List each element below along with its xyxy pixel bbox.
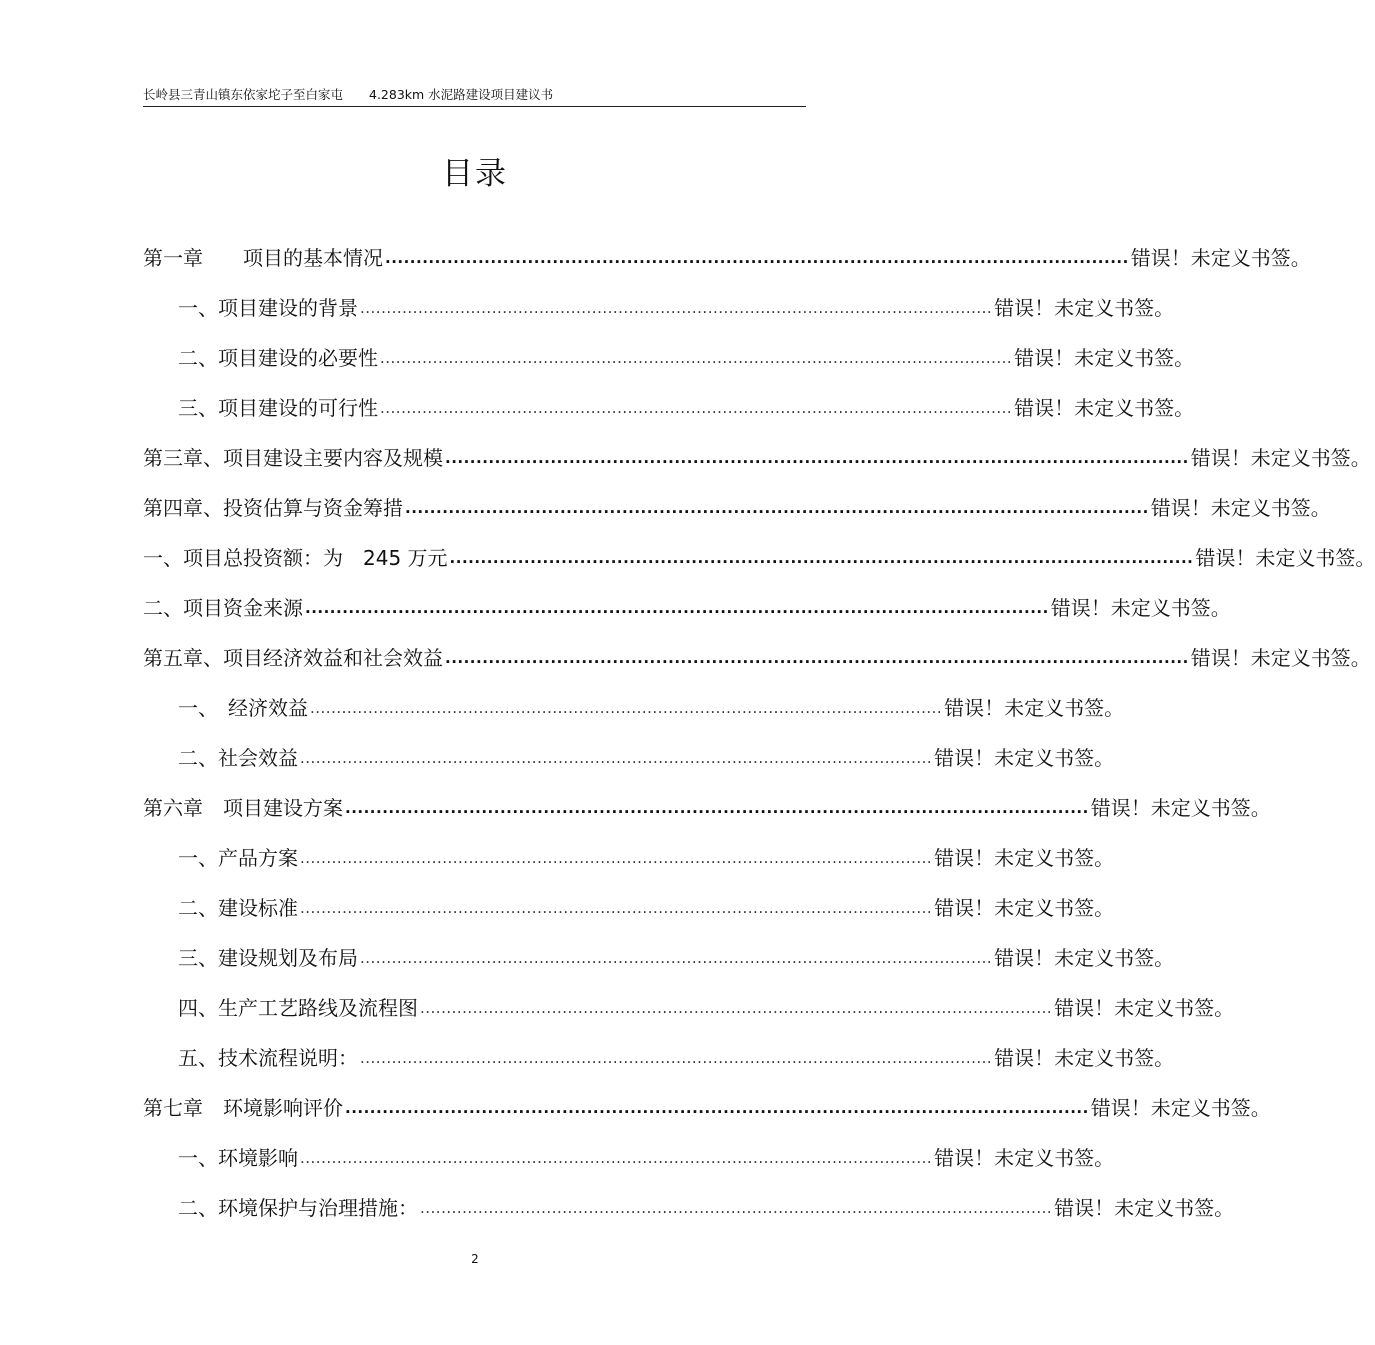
toc-leader-dots: ........................................................................................................................ [420, 999, 1053, 1017]
toc-entry-page-ref: 错误！未定义书签。 [1190, 645, 1371, 670]
toc-entry-chapter-7[interactable] [143, 1081, 1271, 1131]
toc-entry-label: 二、项目资金来源 [143, 595, 303, 620]
toc-entry-page-ref: 错误！未定义书签。 [1195, 545, 1375, 570]
toc-entry-label: 一、产品方案 [178, 845, 298, 870]
toc-leader-dots: ........................................................................................................................ [300, 899, 933, 917]
toc-entry-page-ref: 错误！未定义书签。 [1090, 795, 1271, 820]
toc-leader-dots: ........................................................................................................................ [380, 349, 1013, 367]
toc-entry-label: 第六章 项目建设方案 [143, 795, 343, 820]
toc-entry-page-ref: 错误！未定义书签。 [934, 1145, 1115, 1170]
toc-entry-label: 一、环境影响 [178, 1145, 298, 1170]
toc-leader-dots: ........................................................................................................................ [380, 399, 1013, 417]
toc-entry-page-ref: 错误！未定义书签。 [1090, 1095, 1271, 1120]
toc-leader-dots: ........................................................................................................................ [345, 1099, 1089, 1117]
toc-entry-label: 一、项目建设的背景 [178, 295, 358, 320]
toc-entry-label-prefix: 一、项目总投资额：为 [143, 545, 363, 570]
toc-entry-page-ref: 错误！未定义书签。 [934, 745, 1115, 770]
toc-entry-label: 第五章、项目经济效益和社会效益 [143, 645, 443, 670]
toc-entry-chapter-3[interactable] [143, 431, 1371, 481]
toc-entry-label: 第四章、投资估算与资金筹措 [143, 495, 403, 520]
toc-entry-total-investment[interactable] [143, 531, 1375, 581]
running-header [143, 86, 806, 107]
toc-entry-page-ref: 错误！未定义书签。 [1130, 245, 1311, 270]
toc-entry-investment-amount: 245 [363, 545, 402, 570]
toc-entry-section[interactable] [178, 681, 1125, 731]
toc-entry-page-ref: 错误！未定义书签。 [1190, 445, 1371, 470]
toc-entry-page-ref: 错误！未定义书签。 [994, 1045, 1175, 1070]
toc-entry-page-ref: 错误！未定义书签。 [934, 895, 1115, 920]
toc-leader-dots: ........................................................................................................................ [445, 449, 1189, 467]
toc-entry-section[interactable] [178, 381, 1195, 431]
toc-entry-label: 二、环境保护与治理措施： [178, 1195, 418, 1220]
toc-entry-chapter-1[interactable] [143, 231, 1311, 281]
toc-entry-page-ref: 错误！未定义书签。 [944, 695, 1125, 720]
toc-entry-label: 一、 经济效益 [178, 695, 308, 720]
toc-leader-dots: ........................................................................................................................ [360, 1049, 993, 1067]
header-project-title: 4.283km 水泥路建设项目建议书 [369, 87, 554, 102]
header-project-location: 长岭县三青山镇东依家坨子至白家屯 [143, 87, 344, 102]
toc-leader-dots: ........................................................................................................................ [385, 249, 1129, 267]
toc-entry-label: 二、项目建设的必要性 [178, 345, 378, 370]
toc-entry-section[interactable] [178, 1181, 1235, 1231]
toc-entry-chapter-4[interactable] [143, 481, 1331, 531]
toc-entry-label-unit: 万元 [401, 545, 448, 570]
page-title: 目录 [442, 156, 508, 192]
toc-entry-section[interactable] [178, 281, 1175, 331]
toc-entry-section[interactable] [178, 331, 1195, 381]
toc-entry-label: 第一章 项目的基本情况 [143, 245, 383, 270]
toc-entry-section[interactable] [178, 981, 1235, 1031]
toc-entry-page-ref: 错误！未定义书签。 [994, 295, 1175, 320]
toc-entry-page-ref: 错误！未定义书签。 [1054, 995, 1235, 1020]
toc-entry-chapter-5[interactable] [143, 631, 1371, 681]
toc-entry-section[interactable] [178, 831, 1115, 881]
toc-entry-label: 三、项目建设的可行性 [178, 395, 378, 420]
toc-entry-label: 二、社会效益 [178, 745, 298, 770]
toc-entry-page-ref: 错误！未定义书签。 [934, 845, 1115, 870]
toc-entry-page-ref: 错误！未定义书签。 [1150, 495, 1331, 520]
toc-entry-label: 第三章、项目建设主要内容及规模 [143, 445, 443, 470]
toc-entry-page-ref: 错误！未定义书签。 [994, 945, 1175, 970]
toc-entry-section[interactable] [178, 931, 1175, 981]
toc-leader-dots: ........................................................................................................................ [305, 599, 1049, 617]
toc-entry-label: 三、建设规划及布局 [178, 945, 358, 970]
toc-entry-label: 第七章 环境影响评价 [143, 1095, 343, 1120]
toc-leader-dots: ........................................................................................................................ [405, 499, 1149, 517]
toc-entry-page-ref: 错误！未定义书签。 [1014, 395, 1195, 420]
toc-entry-page-ref: 错误！未定义书签。 [1014, 345, 1195, 370]
page-number: 2 [471, 1252, 479, 1266]
toc-leader-dots: ........................................................................................................................ [300, 749, 933, 767]
toc-entry-section[interactable] [178, 1031, 1175, 1081]
toc-leader-dots: ........................................................................................................................ [360, 299, 993, 317]
toc-entry-label [143, 542, 448, 571]
toc-entry-page-ref: 错误！未定义书签。 [1054, 1195, 1235, 1220]
toc-leader-dots: ........................................................................................................................ [420, 1199, 1053, 1217]
toc-entry-label: 五、技术流程说明： [178, 1045, 358, 1070]
toc-leader-dots: ........................................................................................................................ [345, 799, 1089, 817]
toc-entry-label: 四、生产工艺路线及流程图 [178, 995, 418, 1020]
toc-leader-dots: ........................................................................................................................ [449, 549, 1194, 567]
toc-entry-section[interactable] [178, 1131, 1115, 1181]
toc-entry-section[interactable] [178, 881, 1115, 931]
toc-entry-section[interactable] [178, 731, 1115, 781]
toc-leader-dots: ........................................................................................................................ [360, 949, 993, 967]
toc-leader-dots: ........................................................................................................................ [310, 699, 943, 717]
toc-leader-dots: ........................................................................................................................ [300, 1149, 933, 1167]
toc-leader-dots: ........................................................................................................................ [300, 849, 933, 867]
toc-entry-page-ref: 错误！未定义书签。 [1050, 595, 1231, 620]
toc-entry-label: 二、建设标准 [178, 895, 298, 920]
toc-entry-chapter-6[interactable] [143, 781, 1271, 831]
toc-entry-funding-source[interactable] [143, 581, 1231, 631]
toc-leader-dots: ........................................................................................................................ [445, 649, 1189, 667]
